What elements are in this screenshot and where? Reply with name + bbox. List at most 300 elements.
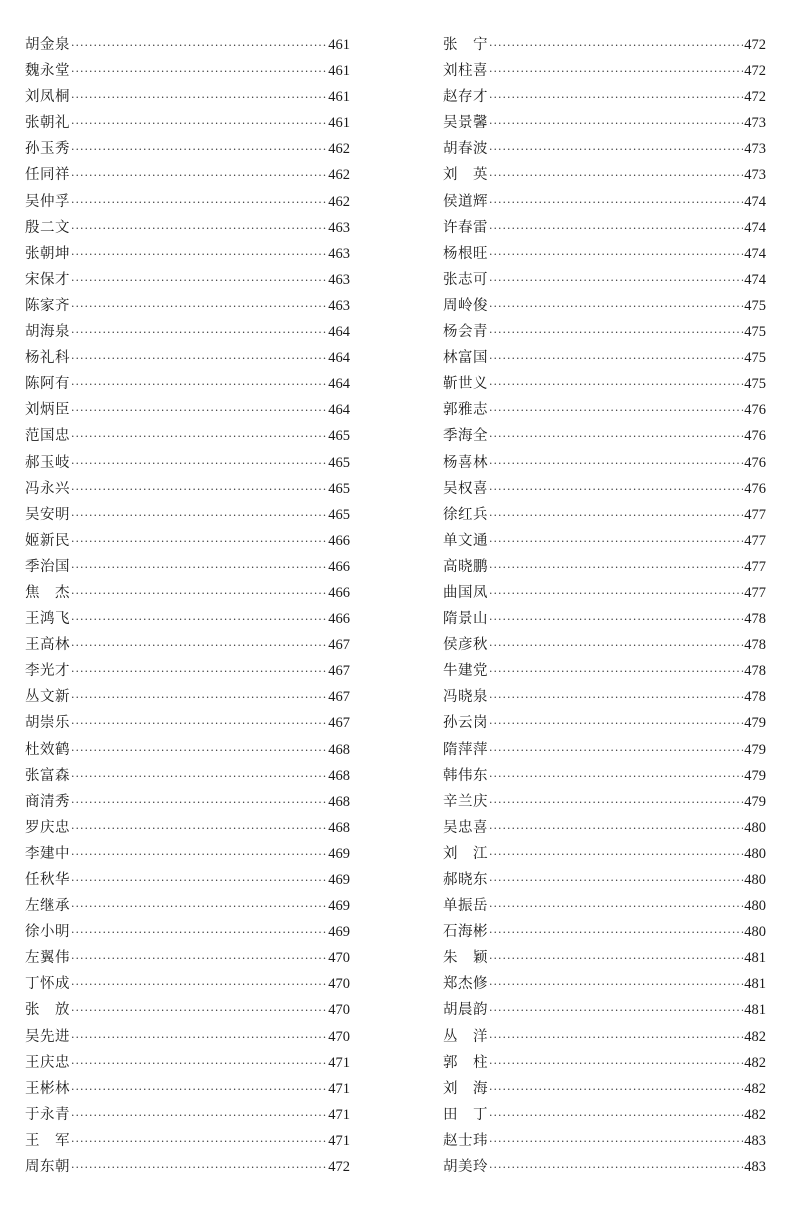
entry-name: 张 放 bbox=[25, 1002, 70, 1019]
entry-name: 曲国凤 bbox=[443, 584, 488, 601]
dot-leader bbox=[489, 33, 743, 59]
index-entry bbox=[25, 763, 350, 789]
index-entry bbox=[443, 737, 766, 763]
index-entry bbox=[25, 189, 350, 215]
entry-page-number: 466 bbox=[328, 558, 350, 575]
entry-name: 张 宁 bbox=[443, 37, 488, 53]
entry-name: 靳世义 bbox=[443, 376, 488, 393]
entry-name: 张富森 bbox=[25, 767, 70, 784]
entry-page-number: 467 bbox=[328, 689, 350, 706]
entry-name: 张朝坤 bbox=[25, 245, 70, 262]
dot-leader bbox=[71, 294, 327, 320]
index-entry bbox=[443, 58, 766, 84]
dot-leader bbox=[71, 607, 327, 633]
index-entry bbox=[443, 658, 766, 684]
entry-page-number: 464 bbox=[328, 350, 350, 367]
index-entry bbox=[25, 502, 350, 528]
dot-leader bbox=[71, 555, 327, 581]
entry-name: 焦 杰 bbox=[25, 584, 70, 601]
entry-name: 徐小明 bbox=[25, 924, 70, 941]
entry-page-number: 474 bbox=[744, 245, 766, 262]
entry-page-number: 470 bbox=[328, 1002, 350, 1019]
dot-leader bbox=[71, 503, 327, 529]
entry-name: 周岭俊 bbox=[443, 297, 488, 314]
dot-leader bbox=[489, 1025, 743, 1051]
dot-leader bbox=[489, 894, 743, 920]
entry-name: 刘 海 bbox=[443, 1080, 488, 1097]
dot-leader bbox=[489, 137, 743, 163]
dot-leader bbox=[71, 685, 327, 711]
dot-leader bbox=[71, 346, 327, 372]
dot-leader bbox=[71, 1155, 327, 1181]
entry-page-number: 465 bbox=[328, 506, 350, 523]
dot-leader bbox=[71, 33, 327, 59]
index-entry bbox=[443, 450, 766, 476]
index-entry bbox=[443, 1128, 766, 1154]
entry-name: 刘 英 bbox=[443, 167, 488, 184]
entry-name: 郭 柱 bbox=[443, 1054, 488, 1071]
entry-page-number: 466 bbox=[328, 584, 350, 601]
dot-leader bbox=[71, 59, 327, 85]
entry-name: 王鸿飞 bbox=[25, 611, 70, 628]
entry-name: 韩伟东 bbox=[443, 767, 488, 784]
dot-leader bbox=[489, 398, 743, 424]
entry-page-number: 473 bbox=[744, 167, 766, 184]
dot-leader bbox=[489, 659, 743, 685]
entry-name: 左翼伟 bbox=[25, 950, 70, 967]
dot-leader bbox=[71, 268, 327, 294]
entry-page-number: 463 bbox=[328, 297, 350, 314]
entry-page-number: 482 bbox=[744, 1054, 766, 1071]
index-entry bbox=[25, 789, 350, 815]
dot-leader bbox=[71, 320, 327, 346]
entry-page-number: 470 bbox=[328, 950, 350, 967]
entry-page-number: 465 bbox=[328, 454, 350, 471]
index-entry bbox=[443, 241, 766, 267]
entry-name: 罗庆忠 bbox=[25, 819, 70, 836]
index-entry bbox=[25, 1154, 350, 1180]
dot-leader bbox=[71, 738, 327, 764]
index-entry bbox=[443, 267, 766, 293]
dot-leader bbox=[489, 946, 743, 972]
entry-name: 周东朝 bbox=[25, 1159, 70, 1176]
entry-name: 左继承 bbox=[25, 898, 70, 915]
entry-name: 赵士玮 bbox=[443, 1132, 488, 1149]
entry-page-number: 477 bbox=[744, 584, 766, 601]
dot-leader bbox=[71, 868, 327, 894]
dot-leader bbox=[489, 816, 743, 842]
entry-page-number: 463 bbox=[328, 245, 350, 262]
dot-leader bbox=[489, 764, 743, 790]
dot-leader bbox=[71, 1077, 327, 1103]
index-entry bbox=[25, 658, 350, 684]
index-entry bbox=[25, 1076, 350, 1102]
index-entry bbox=[25, 84, 350, 110]
dot-leader bbox=[489, 581, 743, 607]
dot-leader bbox=[71, 190, 327, 216]
entry-name: 许春雷 bbox=[443, 219, 488, 236]
entry-page-number: 468 bbox=[328, 741, 350, 758]
entry-page-number: 481 bbox=[744, 976, 766, 993]
index-entry bbox=[443, 84, 766, 110]
entry-name: 杨喜林 bbox=[443, 454, 488, 471]
entry-page-number: 468 bbox=[328, 793, 350, 810]
entry-page-number: 477 bbox=[744, 558, 766, 575]
entry-page-number: 476 bbox=[744, 402, 766, 419]
entry-page-number: 471 bbox=[328, 1132, 350, 1149]
dot-leader bbox=[489, 216, 743, 242]
index-entry bbox=[443, 110, 766, 136]
entry-name: 郝玉岐 bbox=[25, 454, 70, 471]
dot-leader bbox=[489, 85, 743, 111]
entry-name: 单文通 bbox=[443, 532, 488, 549]
entry-name: 范国忠 bbox=[25, 428, 70, 445]
entry-page-number: 473 bbox=[744, 115, 766, 132]
index-entry bbox=[25, 919, 350, 945]
entry-name: 吴权喜 bbox=[443, 480, 488, 497]
entry-page-number: 478 bbox=[744, 637, 766, 654]
entry-page-number: 472 bbox=[744, 37, 766, 53]
entry-name: 吴先进 bbox=[25, 1028, 70, 1045]
entry-name: 赵存才 bbox=[443, 89, 488, 106]
index-entry bbox=[443, 815, 766, 841]
dot-leader bbox=[489, 607, 743, 633]
dot-leader bbox=[71, 816, 327, 842]
entry-name: 胡金泉 bbox=[25, 37, 70, 53]
dot-leader bbox=[489, 59, 743, 85]
entry-page-number: 477 bbox=[744, 506, 766, 523]
entry-page-number: 475 bbox=[744, 350, 766, 367]
dot-leader bbox=[489, 868, 743, 894]
index-entry bbox=[25, 1102, 350, 1128]
dot-leader bbox=[489, 320, 743, 346]
entry-page-number: 482 bbox=[744, 1028, 766, 1045]
index-entry bbox=[25, 971, 350, 997]
entry-name: 吴忠喜 bbox=[443, 819, 488, 836]
index-entry bbox=[25, 841, 350, 867]
dot-leader bbox=[489, 424, 743, 450]
entry-name: 胡美玲 bbox=[443, 1159, 488, 1176]
dot-leader bbox=[71, 946, 327, 972]
dot-leader bbox=[71, 451, 327, 477]
entry-page-number: 468 bbox=[328, 819, 350, 836]
dot-leader bbox=[489, 294, 743, 320]
entry-page-number: 462 bbox=[328, 193, 350, 210]
entry-name: 吴仲孚 bbox=[25, 193, 70, 210]
dot-leader bbox=[71, 764, 327, 790]
index-entry bbox=[443, 397, 766, 423]
entry-page-number: 472 bbox=[744, 63, 766, 80]
entry-page-number: 479 bbox=[744, 715, 766, 732]
index-entry bbox=[25, 241, 350, 267]
entry-name: 季海全 bbox=[443, 428, 488, 445]
entry-page-number: 469 bbox=[328, 872, 350, 888]
index-column-left bbox=[25, 32, 350, 1180]
entry-name: 刘凤桐 bbox=[25, 89, 70, 106]
index-entry bbox=[443, 32, 766, 58]
entry-page-number: 480 bbox=[744, 845, 766, 862]
entry-page-number: 480 bbox=[744, 898, 766, 915]
dot-leader bbox=[71, 477, 327, 503]
entry-name: 郑杰修 bbox=[443, 976, 488, 993]
index-entry bbox=[443, 710, 766, 736]
index-entry bbox=[443, 371, 766, 397]
entry-name: 王彬林 bbox=[25, 1080, 70, 1097]
entry-name: 田 丁 bbox=[443, 1106, 488, 1123]
dot-leader bbox=[71, 790, 327, 816]
dot-leader bbox=[71, 998, 327, 1024]
dot-leader bbox=[71, 711, 327, 737]
index-entry bbox=[443, 476, 766, 502]
dot-leader bbox=[489, 1129, 743, 1155]
dot-leader bbox=[71, 894, 327, 920]
entry-name: 殷二文 bbox=[25, 219, 70, 236]
entry-page-number: 476 bbox=[744, 480, 766, 497]
entry-page-number: 470 bbox=[328, 1028, 350, 1045]
index-entry bbox=[25, 867, 350, 893]
entry-name: 林富国 bbox=[443, 350, 488, 367]
entry-name: 陈阿有 bbox=[25, 376, 70, 393]
entry-name: 高晓鹏 bbox=[443, 558, 488, 575]
entry-name: 冯永兴 bbox=[25, 480, 70, 497]
index-entry bbox=[25, 580, 350, 606]
entry-page-number: 474 bbox=[744, 219, 766, 236]
index-entry bbox=[25, 1050, 350, 1076]
index-entry bbox=[25, 1128, 350, 1154]
dot-leader bbox=[71, 163, 327, 189]
entry-page-number: 467 bbox=[328, 715, 350, 732]
entry-name: 杜效鹤 bbox=[25, 741, 70, 758]
entry-name: 王高林 bbox=[25, 637, 70, 654]
dot-leader bbox=[71, 398, 327, 424]
entry-name: 王庆忠 bbox=[25, 1054, 70, 1071]
entry-page-number: 476 bbox=[744, 428, 766, 445]
index-entry bbox=[443, 867, 766, 893]
index-entry bbox=[25, 528, 350, 554]
entry-name: 李建中 bbox=[25, 845, 70, 862]
index-entry bbox=[25, 945, 350, 971]
dot-leader bbox=[489, 1103, 743, 1129]
index-column-right bbox=[443, 32, 766, 1180]
index-entry bbox=[443, 1102, 766, 1128]
dot-leader bbox=[71, 1103, 327, 1129]
entry-page-number: 471 bbox=[328, 1080, 350, 1097]
entry-page-number: 469 bbox=[328, 924, 350, 941]
index-entry bbox=[443, 1154, 766, 1180]
entry-name: 胡崇乐 bbox=[25, 715, 70, 732]
entry-page-number: 476 bbox=[744, 454, 766, 471]
entry-page-number: 474 bbox=[744, 271, 766, 288]
dot-leader bbox=[489, 555, 743, 581]
index-entry bbox=[25, 162, 350, 188]
entry-page-number: 471 bbox=[328, 1054, 350, 1071]
entry-page-number: 480 bbox=[744, 924, 766, 941]
entry-page-number: 469 bbox=[328, 845, 350, 862]
dot-leader bbox=[489, 346, 743, 372]
entry-page-number: 463 bbox=[328, 219, 350, 236]
entry-name: 宋保才 bbox=[25, 271, 70, 288]
dot-leader bbox=[489, 163, 743, 189]
entry-name: 吴景馨 bbox=[443, 115, 488, 132]
entry-page-number: 473 bbox=[744, 141, 766, 158]
index-entry bbox=[25, 606, 350, 632]
dot-leader bbox=[71, 1129, 327, 1155]
entry-name: 刘 江 bbox=[443, 845, 488, 862]
index-entry bbox=[25, 893, 350, 919]
dot-leader bbox=[489, 111, 743, 137]
index-entry bbox=[25, 371, 350, 397]
entry-name: 丁怀成 bbox=[25, 976, 70, 993]
entry-name: 刘柱喜 bbox=[443, 63, 488, 80]
entry-page-number: 483 bbox=[744, 1132, 766, 1149]
entry-name: 郝晓东 bbox=[443, 872, 488, 888]
index-entry bbox=[443, 971, 766, 997]
dot-leader bbox=[71, 972, 327, 998]
entry-page-number: 465 bbox=[328, 480, 350, 497]
index-entry bbox=[443, 136, 766, 162]
entry-name: 石海彬 bbox=[443, 924, 488, 941]
entry-name: 辛兰庆 bbox=[443, 793, 488, 810]
entry-page-number: 483 bbox=[744, 1159, 766, 1176]
entry-name: 牛建党 bbox=[443, 663, 488, 680]
entry-name: 刘炳臣 bbox=[25, 402, 70, 419]
index-entry bbox=[25, 554, 350, 580]
index-entry bbox=[25, 632, 350, 658]
entry-page-number: 475 bbox=[744, 297, 766, 314]
entry-page-number: 471 bbox=[328, 1106, 350, 1123]
entry-name: 杨根旺 bbox=[443, 245, 488, 262]
index-entry bbox=[25, 267, 350, 293]
index-entry bbox=[25, 58, 350, 84]
entry-name: 吴安明 bbox=[25, 506, 70, 523]
entry-page-number: 479 bbox=[744, 793, 766, 810]
entry-page-number: 475 bbox=[744, 324, 766, 341]
entry-page-number: 464 bbox=[328, 324, 350, 341]
index-entry bbox=[25, 345, 350, 371]
index-entry bbox=[443, 789, 766, 815]
index-entry bbox=[443, 502, 766, 528]
dot-leader bbox=[489, 1051, 743, 1077]
entry-page-number: 467 bbox=[328, 663, 350, 680]
index-entry bbox=[25, 319, 350, 345]
index-entry bbox=[25, 684, 350, 710]
index-entry bbox=[443, 997, 766, 1023]
dot-leader bbox=[71, 137, 327, 163]
index-entry bbox=[443, 632, 766, 658]
entry-page-number: 472 bbox=[328, 1159, 350, 1176]
index-entry bbox=[25, 710, 350, 736]
index-entry bbox=[443, 423, 766, 449]
dot-leader bbox=[71, 1051, 327, 1077]
entry-name: 李光才 bbox=[25, 663, 70, 680]
entry-page-number: 462 bbox=[328, 167, 350, 184]
entry-page-number: 463 bbox=[328, 271, 350, 288]
index-entry bbox=[25, 997, 350, 1023]
entry-name: 姬新民 bbox=[25, 532, 70, 549]
dot-leader bbox=[71, 581, 327, 607]
entry-name: 冯晓泉 bbox=[443, 689, 488, 706]
index-entry bbox=[443, 215, 766, 241]
entry-name: 侯彦秋 bbox=[443, 637, 488, 654]
index-entry bbox=[443, 528, 766, 554]
dot-leader bbox=[489, 685, 743, 711]
index-entry bbox=[443, 606, 766, 632]
index-entry bbox=[25, 737, 350, 763]
index-entry bbox=[443, 162, 766, 188]
dot-leader bbox=[489, 1077, 743, 1103]
index-entry bbox=[25, 32, 350, 58]
dot-leader bbox=[71, 659, 327, 685]
entry-name: 隋萍萍 bbox=[443, 741, 488, 758]
entry-page-number: 479 bbox=[744, 767, 766, 784]
entry-name: 孙云岗 bbox=[443, 715, 488, 732]
index-entry bbox=[25, 293, 350, 319]
index-entry bbox=[443, 945, 766, 971]
entry-page-number: 467 bbox=[328, 637, 350, 654]
dot-leader bbox=[489, 738, 743, 764]
entry-name: 胡春波 bbox=[443, 141, 488, 158]
entry-name: 丛 洋 bbox=[443, 1028, 488, 1045]
index-entry bbox=[25, 110, 350, 136]
entry-page-number: 468 bbox=[328, 767, 350, 784]
dot-leader bbox=[71, 529, 327, 555]
entry-name: 侯道辉 bbox=[443, 193, 488, 210]
entry-name: 任秋华 bbox=[25, 872, 70, 888]
index-entry bbox=[25, 476, 350, 502]
index-entry bbox=[443, 893, 766, 919]
dot-leader bbox=[489, 529, 743, 555]
index-entry bbox=[443, 189, 766, 215]
index-entry bbox=[443, 1076, 766, 1102]
entry-name: 魏永堂 bbox=[25, 63, 70, 80]
index-entry bbox=[25, 397, 350, 423]
dot-leader bbox=[489, 477, 743, 503]
index-entry bbox=[443, 580, 766, 606]
dot-leader bbox=[489, 242, 743, 268]
entry-page-number: 466 bbox=[328, 532, 350, 549]
entry-name: 徐红兵 bbox=[443, 506, 488, 523]
index-entry bbox=[443, 919, 766, 945]
entry-page-number: 482 bbox=[744, 1080, 766, 1097]
entry-name: 孙玉秀 bbox=[25, 141, 70, 158]
dot-leader bbox=[489, 190, 743, 216]
index-entry bbox=[443, 684, 766, 710]
entry-page-number: 478 bbox=[744, 689, 766, 706]
entry-name: 单振岳 bbox=[443, 898, 488, 915]
index-entry bbox=[25, 450, 350, 476]
dot-leader bbox=[71, 424, 327, 450]
dot-leader bbox=[489, 268, 743, 294]
dot-leader bbox=[489, 790, 743, 816]
entry-name: 季治国 bbox=[25, 558, 70, 575]
dot-leader bbox=[489, 503, 743, 529]
index-entry bbox=[443, 1024, 766, 1050]
index-entry bbox=[25, 1024, 350, 1050]
dot-leader bbox=[489, 920, 743, 946]
index-entry bbox=[25, 815, 350, 841]
entry-page-number: 480 bbox=[744, 872, 766, 888]
dot-leader bbox=[489, 842, 743, 868]
index-entry bbox=[25, 423, 350, 449]
dot-leader bbox=[71, 85, 327, 111]
entry-page-number: 461 bbox=[328, 63, 350, 80]
entry-page-number: 478 bbox=[744, 611, 766, 628]
entry-page-number: 472 bbox=[744, 89, 766, 106]
entry-name: 胡海泉 bbox=[25, 324, 70, 341]
index-entry bbox=[443, 841, 766, 867]
dot-leader bbox=[489, 451, 743, 477]
entry-page-number: 478 bbox=[744, 663, 766, 680]
